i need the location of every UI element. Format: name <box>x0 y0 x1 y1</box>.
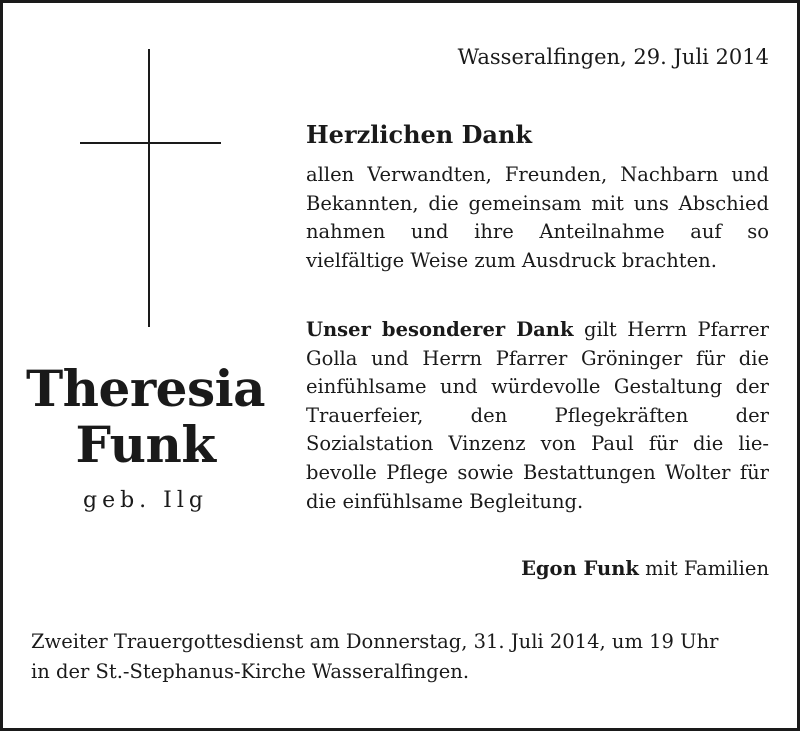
signature <box>521 555 769 583</box>
deceased-first-name: Theresia <box>25 359 266 418</box>
memorial-service-line-2: in der St.-Stephanus-Kirche Wasseralfingen. <box>31 660 470 683</box>
memorial-service-line-1: Zweiter Trauergottesdienst am Donnerstag, 31. Juli 2014, um 19 Uhr <box>31 630 719 653</box>
cross-icon-vertical <box>148 49 150 327</box>
signature-suffix: mit Familien <box>638 557 769 580</box>
deceased-maiden-name: geb. Ilg <box>83 488 208 513</box>
place-date: Wasseralfingen, 29. Juli 2014 <box>457 45 769 69</box>
special-thanks-lead: Unser besonderer Dank <box>306 318 574 341</box>
memorial-service-note <box>31 627 776 687</box>
cross-icon-horizontal <box>80 142 221 144</box>
deceased-name-block <box>3 361 288 515</box>
special-thanks-paragraph <box>306 316 769 516</box>
signature-name: Egon Funk <box>521 557 639 580</box>
thanks-paragraph: allen Verwandten, Freunden, Nachbarn und Bekannten, die gemeinsam mit uns Abschied nahmen und ihre Anteilnahme auf so vielfältige Weise zum Ausdruck brachten. <box>306 163 769 272</box>
deceased-last-name: Funk <box>75 415 216 474</box>
thanks-heading: Herzlichen Dank <box>306 120 533 149</box>
special-thanks-text: gilt Herrn Pfarrer Golla und Herrn Pfarrer Gröninger für die einfühlsame und würdevolle Gestaltung der Trauerfeier, den Pflegekräften der Sozialstation Vinzenz von Paul für die liebevolle Pflege sowie Bestattungen Wolter für die einfühlsame Begleitung. <box>306 318 769 513</box>
